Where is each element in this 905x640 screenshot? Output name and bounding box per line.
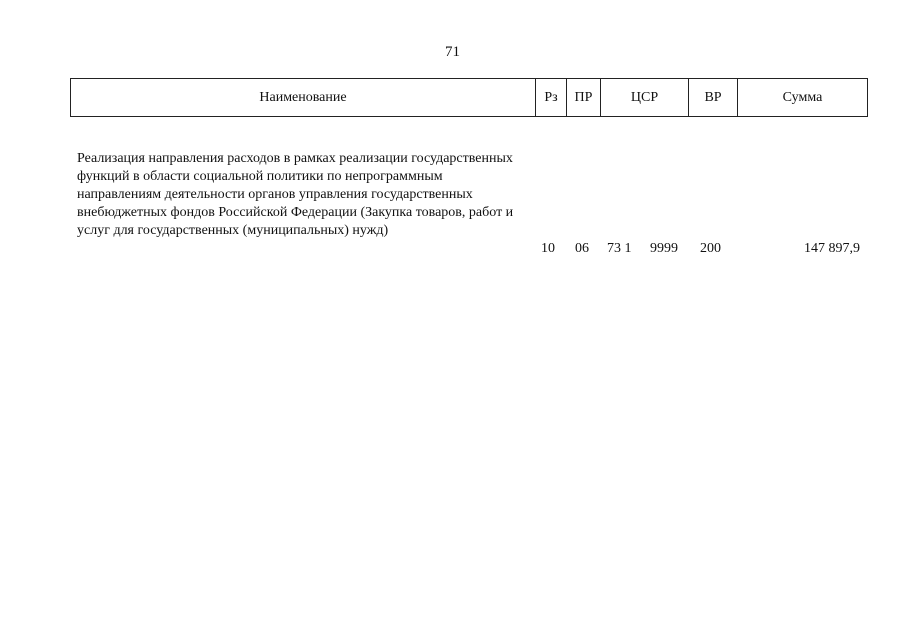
- row-vr: 200: [700, 241, 721, 256]
- header-sum: Сумма: [738, 79, 868, 117]
- header-pr: ПР: [567, 79, 601, 117]
- row-rz: 10: [541, 241, 555, 256]
- budget-table-header: [70, 78, 868, 117]
- row-csr-program: 73 1: [607, 241, 632, 256]
- page-number: 71: [445, 44, 460, 60]
- header-row: [71, 79, 868, 117]
- row-sum: 147 897,9: [804, 241, 860, 256]
- header-csr: ЦСР: [601, 79, 689, 117]
- row-pr: 06: [575, 241, 589, 256]
- row-name: Реализация направления расходов в рамках реализации государственных функций в области социальной политики по непрограммным направлениям деятельности органов управления государственных внебюджетных фондов Российской Федерации (Закупка товаров, работ и услуг для государственных (муниципальных) нужд): [77, 151, 514, 238]
- header-rz: Рз: [536, 79, 567, 117]
- header-vr: ВР: [689, 79, 738, 117]
- row-csr-direction: 9999: [650, 241, 678, 256]
- header-name: Наименование: [71, 79, 536, 117]
